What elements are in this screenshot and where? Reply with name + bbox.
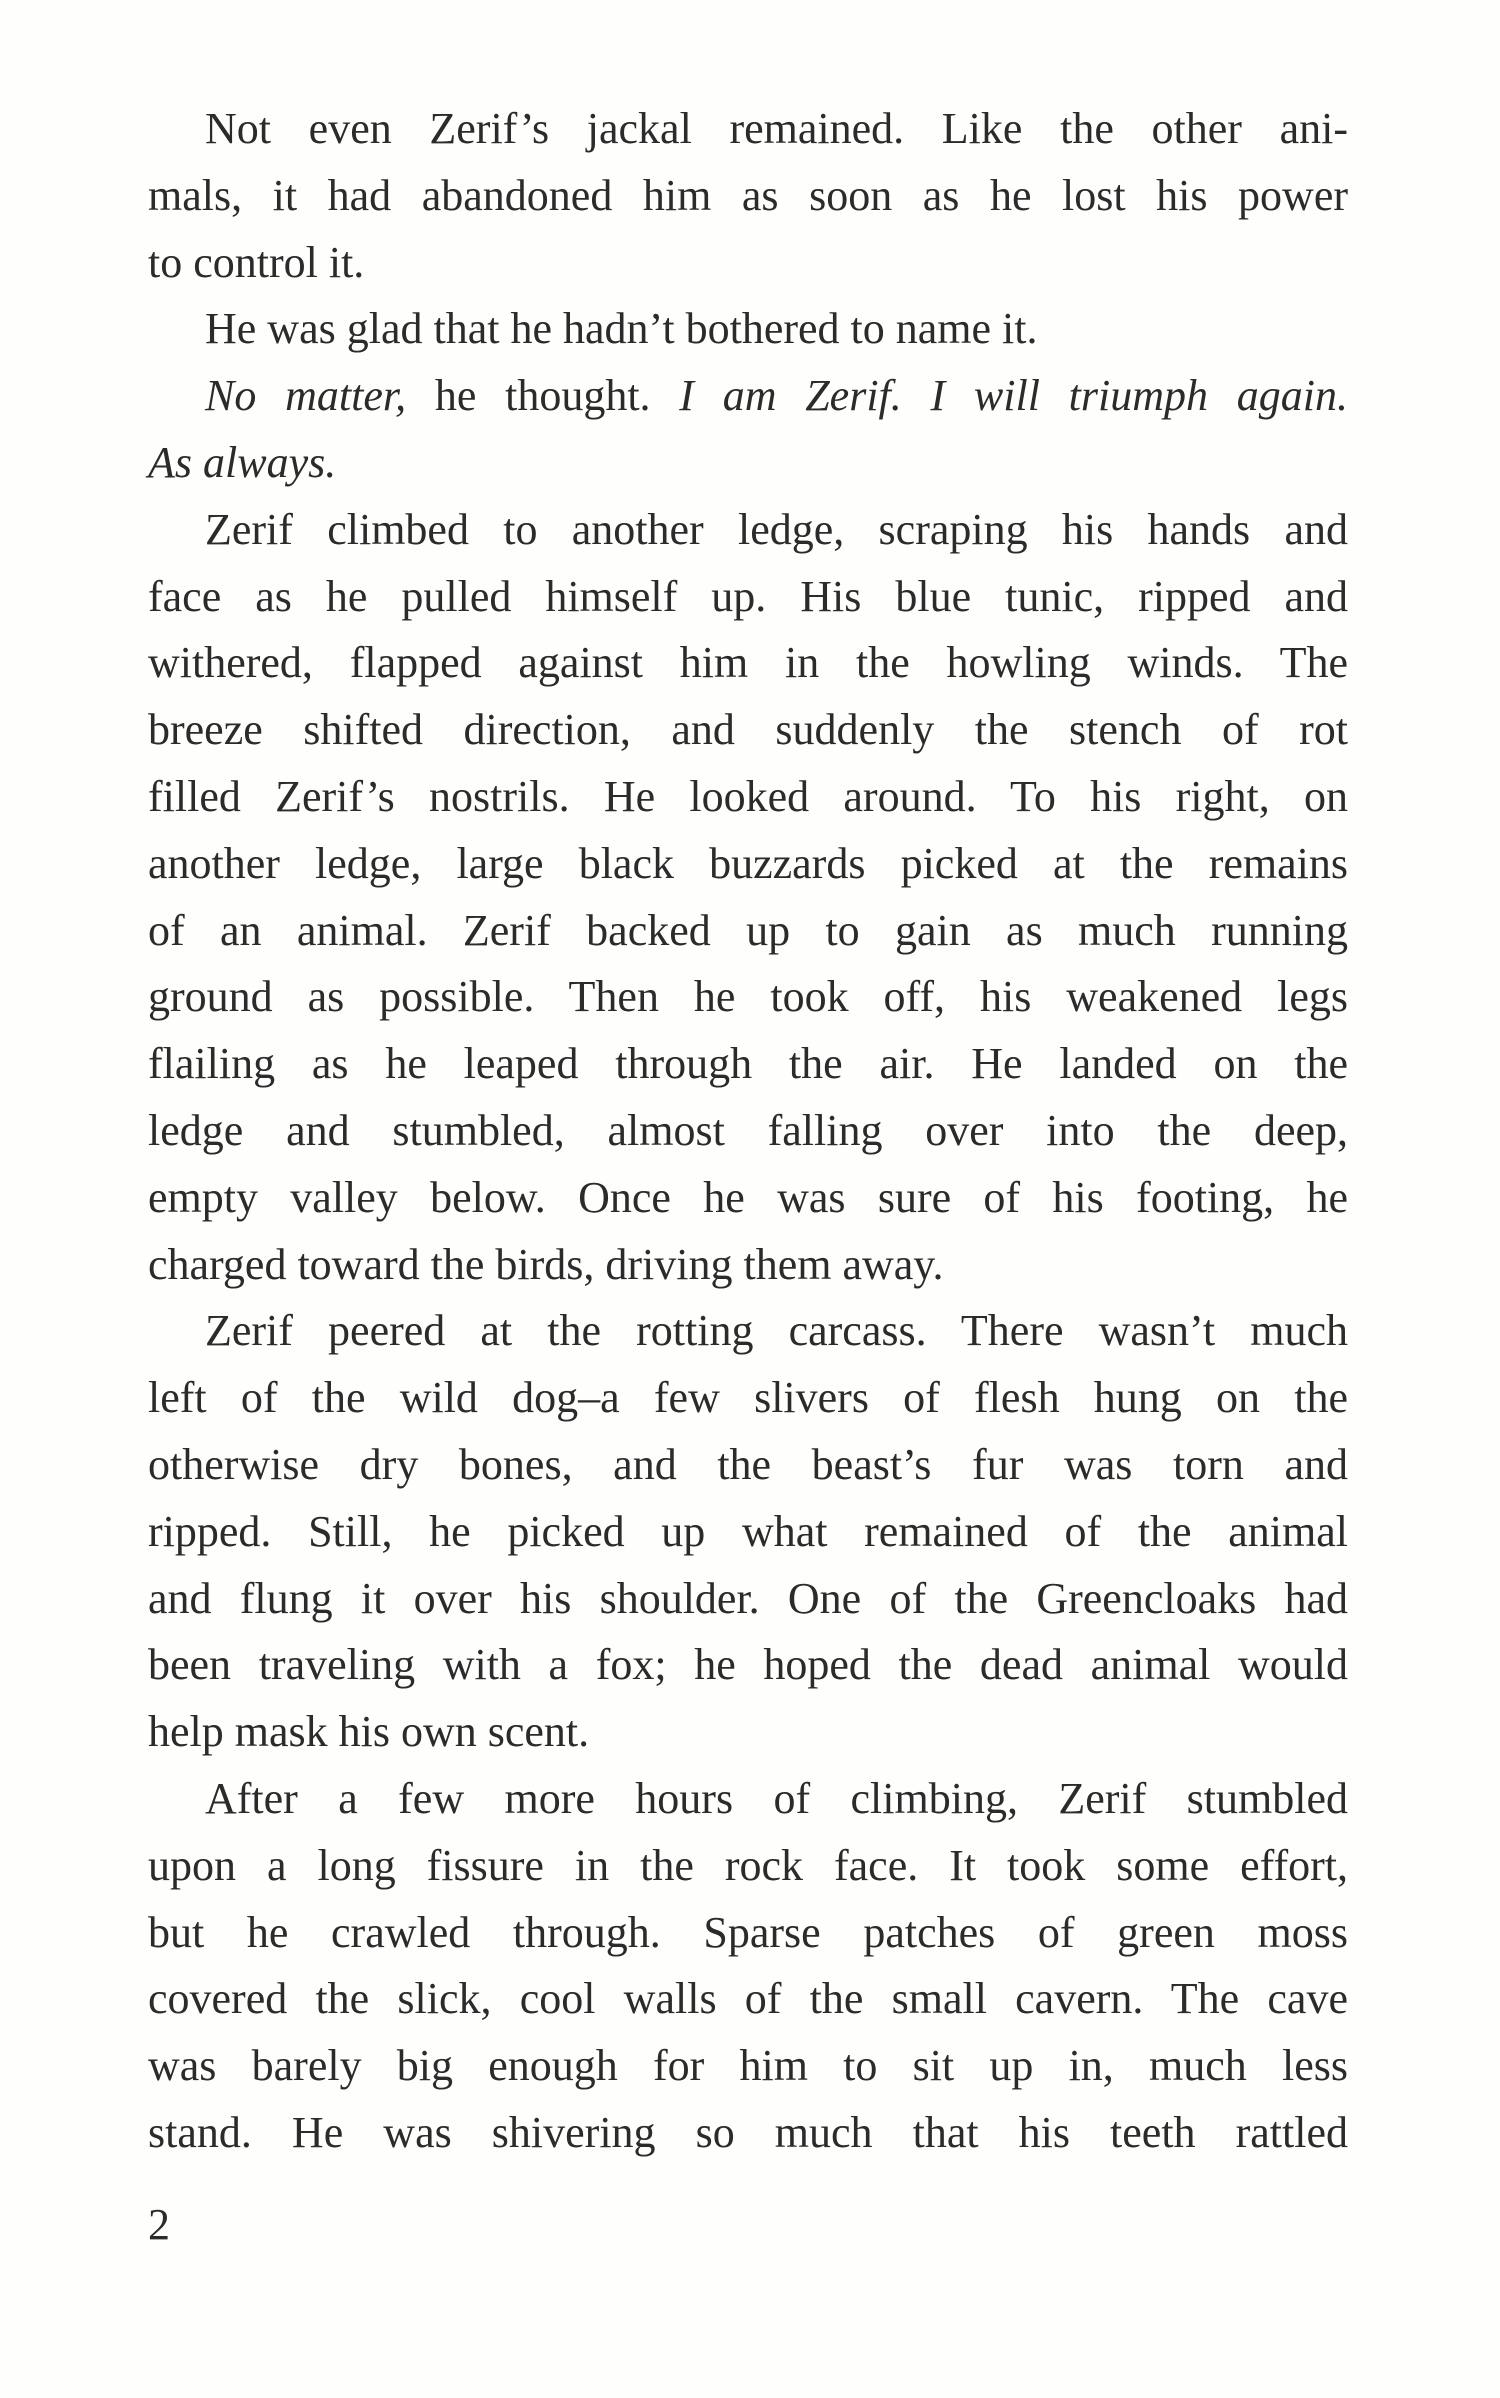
text-line: been traveling with a fox; he hoped the dead animal would [148, 1640, 1348, 1690]
text-line: left of the wild dog–a few slivers of flesh hung on the [148, 1373, 1348, 1423]
text-line: charged toward the birds, driving them away. [148, 1239, 944, 1289]
italic-text: As always. [148, 437, 337, 487]
text-line: covered the slick, cool walls of the small cavern. The cave [148, 1974, 1348, 2024]
text-line: help mask his own scent. [148, 1707, 590, 1757]
text-line: Not even Zerif’s jackal remained. Like the other ani- [205, 104, 1348, 153]
page-number: 2 [148, 2200, 170, 2249]
text-line: and flung it over his shoulder. One of the Greencloaks had [148, 1573, 1348, 1623]
text-line: ground as possible. Then he took off, his weakened legs [148, 972, 1348, 1022]
text-line [148, 363, 1348, 430]
text-line: He was glad that he hadn’t bothered to name it. [205, 304, 1038, 354]
text-line: flailing as he leaped through the air. He landed on the [148, 1039, 1348, 1089]
text-line: face as he pulled himself up. His blue tunic, ripped and [148, 571, 1348, 621]
text-line: withered, flapped against him in the howling winds. The [148, 638, 1348, 688]
text-line: was barely big enough for him to sit up in, much less [148, 2041, 1348, 2091]
text-line: another ledge, large black buzzards picked at the remains [148, 838, 1348, 888]
text-line: filled Zerif’s nostrils. He looked around. To his right, on [148, 771, 1348, 821]
text-line: Zerif climbed to another ledge, scraping his hands and [205, 504, 1348, 554]
text-line: After a few more hours of climbing, Zerif stumbled [205, 1773, 1348, 1823]
text-line: Zerif peered at the rotting carcass. There wasn’t much [205, 1306, 1348, 1356]
text-line: to control it. [148, 237, 365, 287]
text-line: ledge and stumbled, almost falling over into the deep, [148, 1105, 1348, 1155]
book-page-text [148, 96, 1348, 2167]
text-line [148, 430, 1348, 497]
text-line: breeze shifted direction, and suddenly the stench of rot [148, 705, 1348, 755]
text-line: mals, it had abandoned him as soon as he lost his power [148, 170, 1348, 220]
text-line: otherwise dry bones, and the beast’s fur was torn and [148, 1439, 1348, 1489]
text-line: empty valley below. Once he was sure of his footing, he [148, 1172, 1348, 1222]
text-line: upon a long fissure in the rock face. It took some effort, [148, 1840, 1348, 1890]
italic-text: No matter, [205, 371, 407, 421]
text-line: stand. He was shivering so much that his teeth rattled [148, 2107, 1348, 2157]
text-line: of an animal. Zerif backed up to gain as much running [148, 905, 1348, 955]
italic-text: I am Zerif. I will triumph again. [679, 371, 1348, 421]
text-span: he thought. [406, 371, 680, 421]
text-line: ripped. Still, he picked up what remained of the animal [148, 1506, 1348, 1556]
text-line: but he crawled through. Sparse patches of green moss [148, 1907, 1348, 1957]
